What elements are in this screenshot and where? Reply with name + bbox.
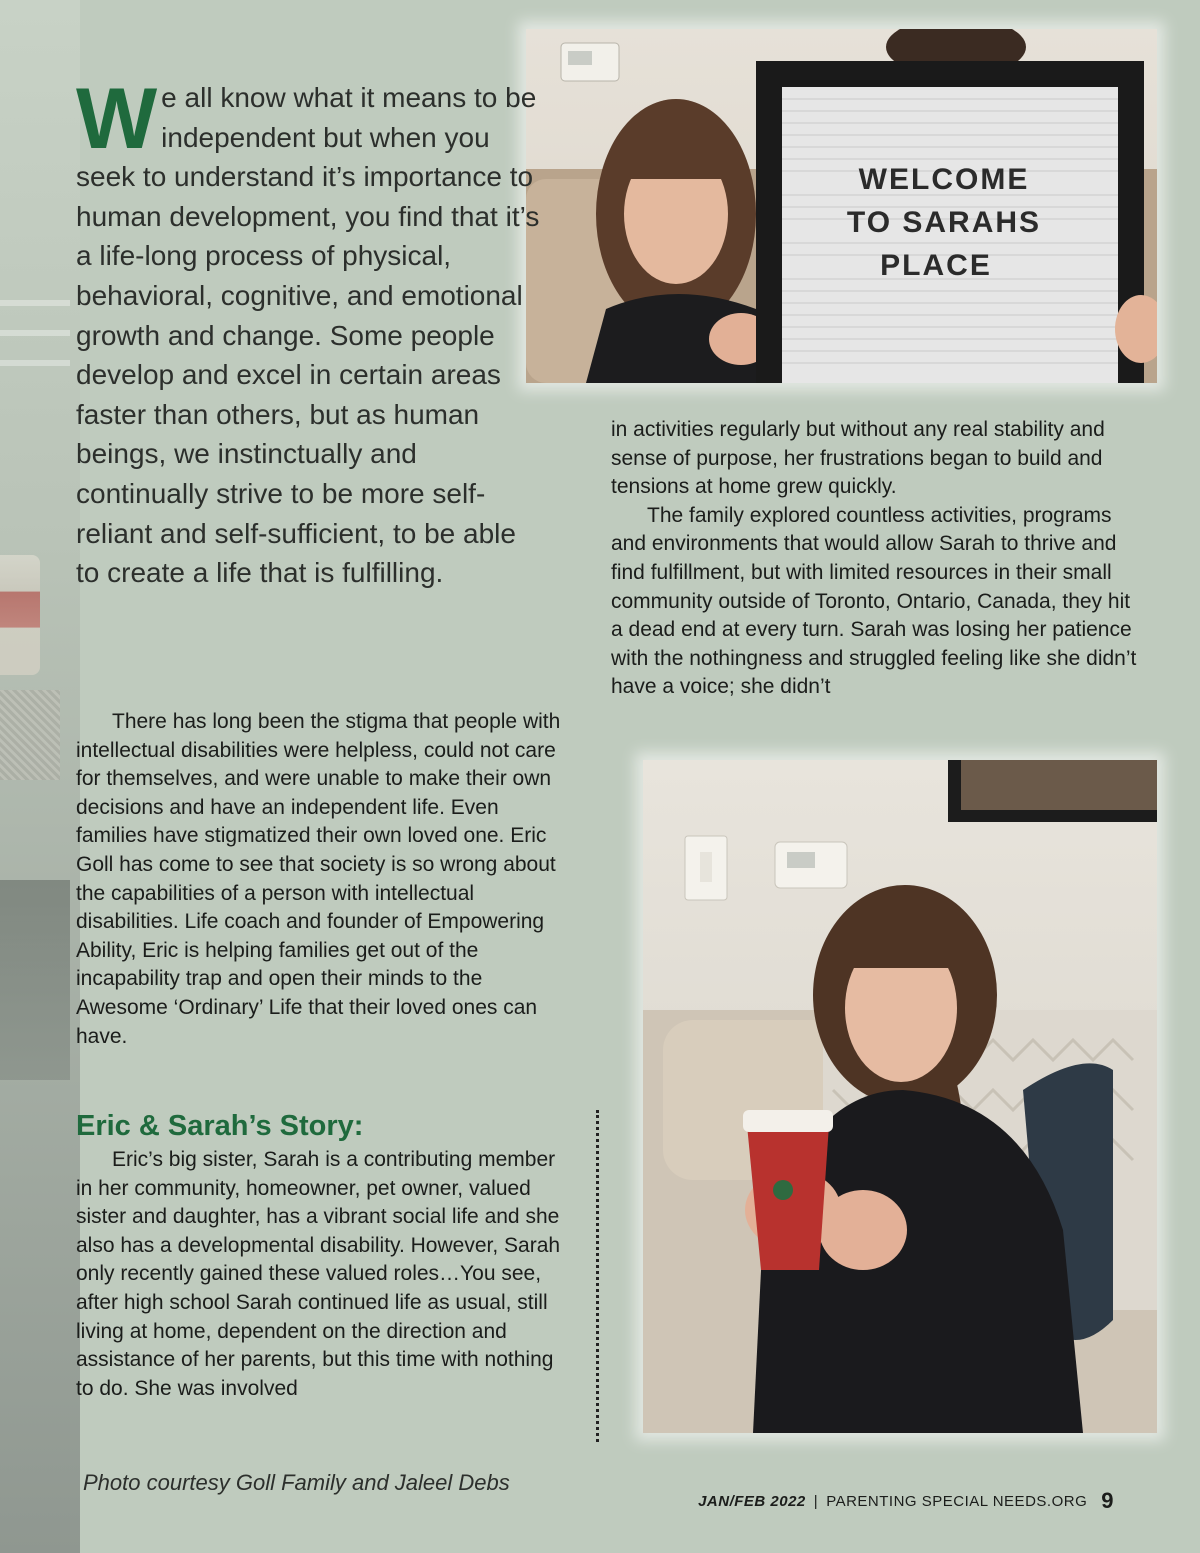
intro-paragraph: There has long been the stigma that people with intellectual disabilities were helpless, could not care for themselves, and were unable to make their own decisions and have an independent life. Even families have stigmatized their own loved one. Eric Goll has come to see that society is so wrong about the capabilities of a person with intellectual disabilities. Life coach and founder of Empowering Ability, Eric is helping families get out of the incapability trap and open their minds to the Awesome ‘Ordinary’ Life that their loved ones can have. [76,710,561,1048]
story-paragraph-1: Eric’s big sister, Sarah is a contributing member in her community, homeowner, pet owner, valued sister and daughter, has a vibrant social life and she also has a developmental disability. However, Sarah only recently gained these valued roles…You see, after high school Sarah continued life as usual, still living at home, dependent on the direction and assistance of her parents, but this time with nothing to do. She was involved [76,1148,561,1400]
welcome-sign-illustration [526,29,1157,383]
column-divider [596,1110,599,1442]
sign-text-line-1: WELCOME [858,163,1030,196]
sign-text-line-2: TO SARAHS [846,206,1042,239]
page-number: 9 [1101,1488,1114,1513]
drop-cap: W [76,71,158,167]
right-column-text [611,416,1141,702]
issue-date: JAN/FEB 2022 [698,1492,806,1510]
photo-sarah-with-cup [643,760,1157,1433]
footer-separator: | [813,1492,819,1510]
intro-section [76,708,564,1051]
background-streak [0,330,70,336]
photo-welcome-sign [526,29,1157,383]
photo-credit: Photo courtesy Goll Family and Jaleel Debs [83,1470,510,1495]
lead-paragraph [76,71,546,593]
story-section [76,1146,564,1403]
publication-site: PARENTING SPECIAL NEEDS.ORG [826,1492,1088,1510]
sarah-photo-illustration [643,760,1157,1433]
page-footer [698,1488,1114,1514]
story-heading: Eric & Sarah’s Story: [76,1110,364,1142]
sign-text-line-3: PLACE [880,249,992,282]
background-counter [0,690,60,780]
background-cup [0,555,40,675]
background-streak [0,300,70,306]
background-streak [0,360,70,366]
story-paragraph-2: The family explored countless activities, programs and environments that would allow Sarah to thrive and find fulfillment, but with limited resources in their small community outside of Toronto, Ontario, Canada, they hit a dead end at every turn. Sarah was losing her patience with the nothingness and struggled feeling like she didn’t have a voice; she didn’t [611,503,1137,699]
lead-text: e all know what it means to be independent but when you seek to understand it’s importance to human development, you find that it’s a life-long process of physical, behavioral, cognitive, and emotional growth and change. Some people develop and excel in certain areas faster than others, but as human beings, we instinctually and continually strive to be more self-reliant and self-sufficient, to be able to create a life that is fulfilling. [76,82,540,589]
story-continued: in activities regularly but without any real stability and sense of purpose, her frustrations began to build and tensions at home grew quickly. [611,418,1105,499]
background-sidebar-decor [0,0,80,1553]
background-shadow [0,880,70,1080]
